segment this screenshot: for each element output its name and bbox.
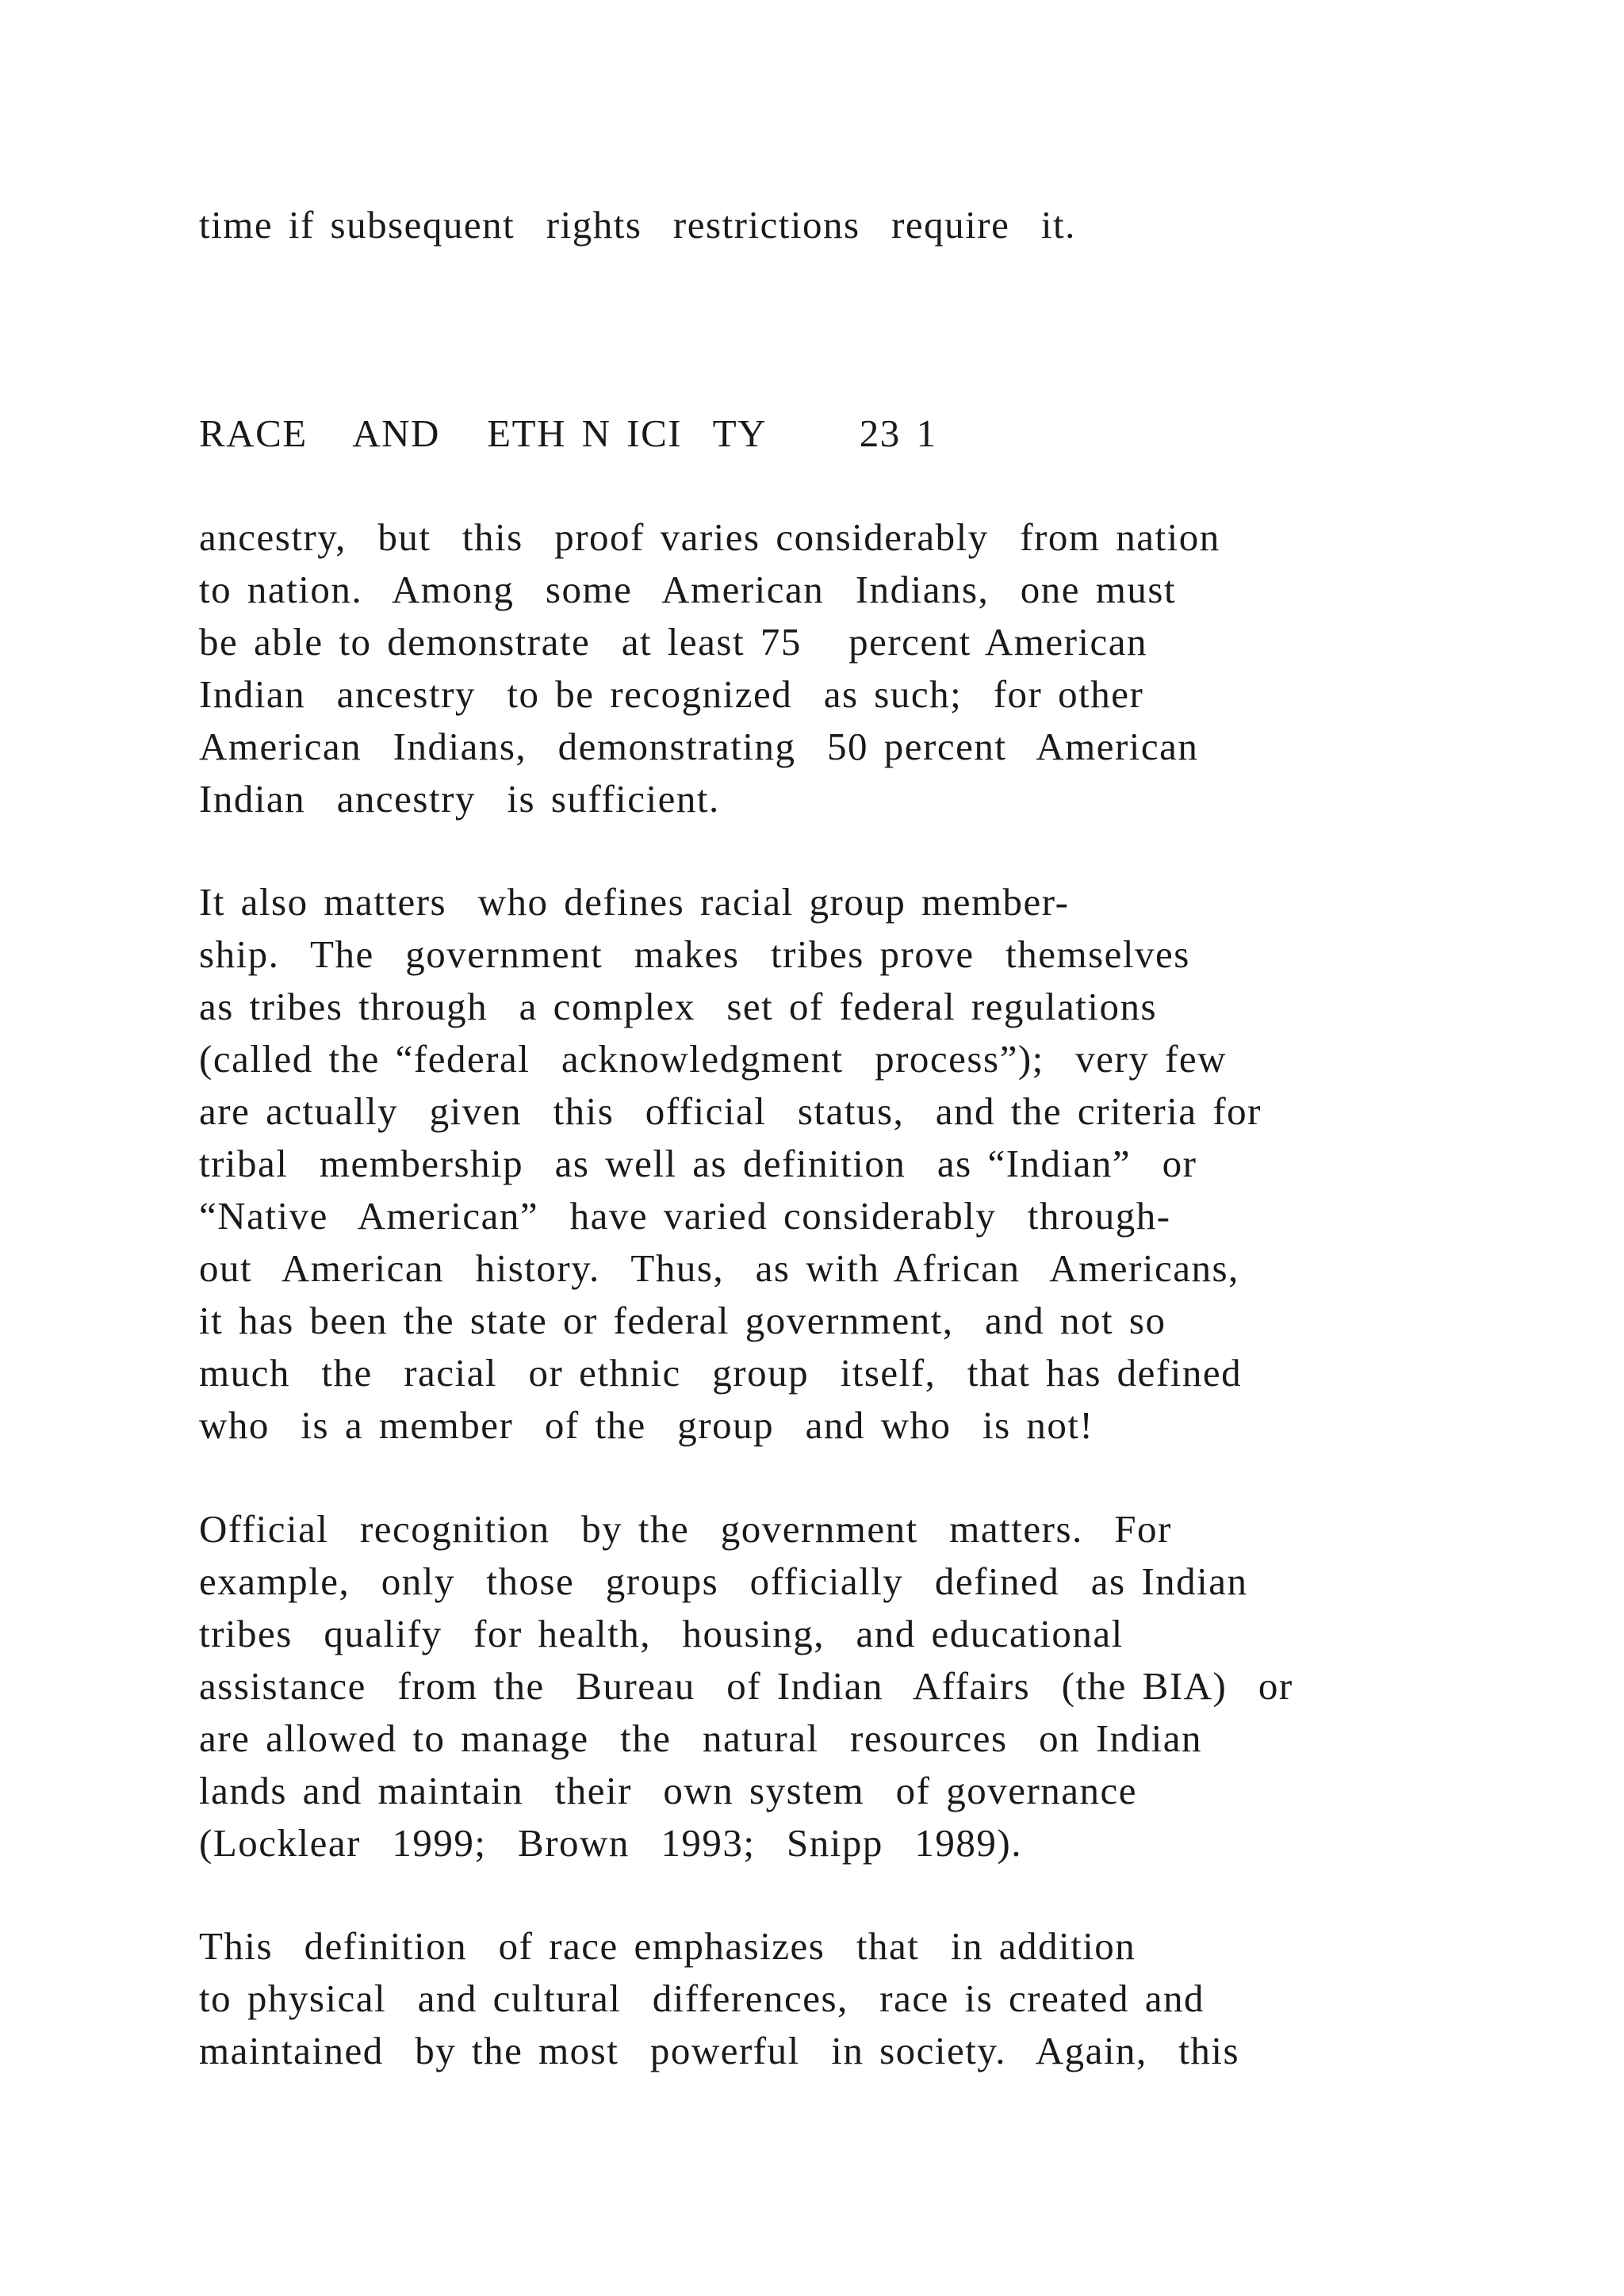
text-line-continuation: time if subsequent rights restrictions require it. [199,203,1076,247]
text-line: “Native American” have varied considerably through- [199,1194,1171,1238]
text-line: ancestry, but this proof varies considerably from nation [199,515,1220,559]
text-line: American Indians, demonstrating 50 percent American [199,725,1199,768]
text-line: are allowed to manage the natural resources on Indian [199,1716,1203,1760]
running-header: RACE AND ETH N ICI TY 23 1 [199,411,937,455]
text-line: tribal membership as well as definition as “Indian” or [199,1142,1197,1185]
text-line: to nation. Among some American Indians, one must [199,568,1177,611]
text-line: Official recognition by the government matters. For [199,1507,1172,1551]
text-line: to physical and cultural differences, race is created and [199,1976,1205,2020]
text-line: ship. The government makes tribes prove themselves [199,932,1190,976]
text-line: (Locklear 1999; Brown 1993; Snipp 1989). [199,1821,1022,1865]
text-line: It also matters who defines racial group member- [199,880,1070,924]
text-line: who is a member of the group and who is not! [199,1403,1094,1447]
text-line: lands and maintain their own system of governance [199,1769,1138,1812]
text-line: (called the “federal acknowledgment process”); very few [199,1037,1228,1081]
text-line: it has been the state or federal government, and not so [199,1299,1166,1342]
text-line: out American history. Thus, as with African Americans, [199,1246,1239,1290]
text-line: This definition of race emphasizes that in addition [199,1924,1136,1968]
text-line: as tribes through a complex set of federal regulations [199,985,1158,1028]
text-line: Indian ancestry to be recognized as such; for other [199,672,1144,716]
text-line: much the racial or ethnic group itself, that has defined [199,1351,1243,1395]
text-line: example, only those groups officially defined as Indian [199,1559,1248,1603]
text-line: tribes qualify for health, housing, and educational [199,1612,1124,1655]
text-line: are actually given this official status, and the criteria for [199,1089,1262,1133]
text-line: Indian ancestry is sufficient. [199,777,720,821]
text-line: be able to demonstrate at least 75 percent American [199,620,1148,664]
text-line: assistance from the Bureau of Indian Affairs (the BIA) or [199,1664,1293,1708]
text-line: maintained by the most powerful in society. Again, this [199,2029,1240,2072]
